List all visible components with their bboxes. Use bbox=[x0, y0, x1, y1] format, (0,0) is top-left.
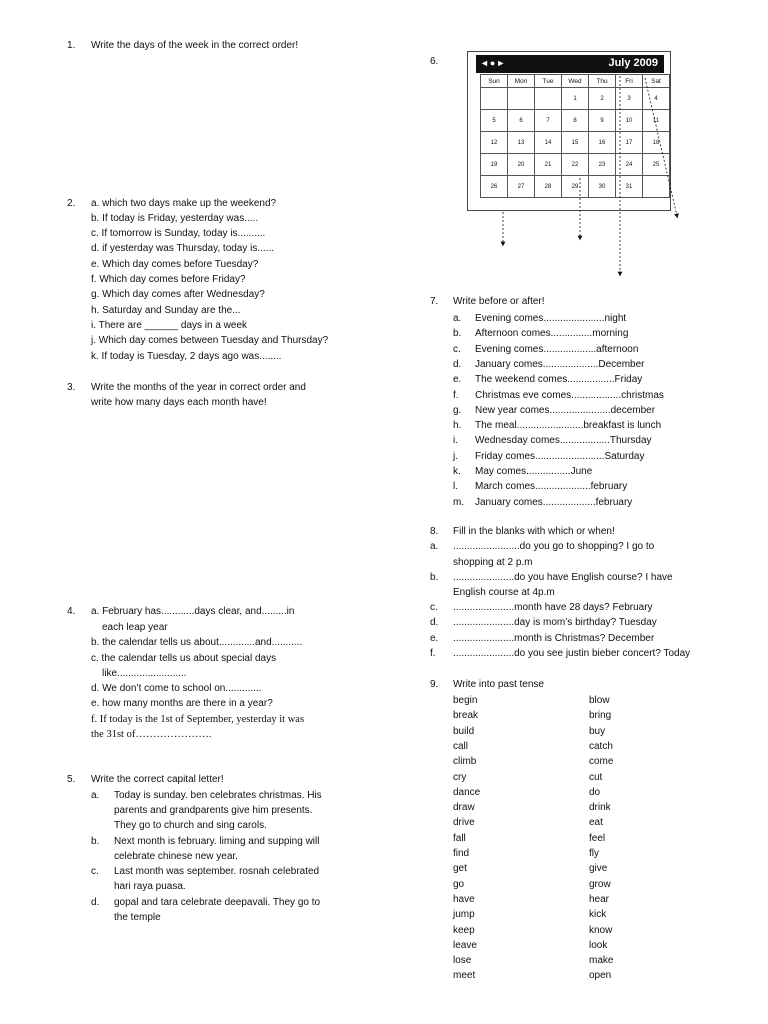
verb-word: draw bbox=[453, 802, 475, 813]
q4-line: e. how many months are there in a year? bbox=[91, 698, 273, 709]
calendar-date-cell: 4 bbox=[643, 88, 670, 110]
q7-item-text: May comes................June bbox=[475, 466, 593, 477]
q7-item-letter: l. bbox=[453, 481, 458, 492]
verb-word: cut bbox=[589, 772, 603, 783]
calendar-date-cell: 11 bbox=[643, 110, 670, 132]
q2-line: c. If tomorrow is Sunday, today is.......... bbox=[91, 228, 266, 239]
q1-number: 1. bbox=[67, 40, 76, 51]
q9-title: Write into past tense bbox=[453, 679, 544, 690]
verb-word: kick bbox=[589, 909, 607, 920]
q7-item-text: Wednesday comes..................Thursday bbox=[475, 435, 652, 446]
verb-word: leave bbox=[453, 940, 477, 951]
calendar-date-cell: 26 bbox=[481, 176, 508, 198]
q4-line: f. If today is the 1st of September, yesterday it was bbox=[91, 714, 305, 725]
q8-item-line: ........................do you go to shopping? I go to bbox=[453, 541, 655, 552]
q2-line: b. If today is Friday, yesterday was..... bbox=[91, 213, 259, 224]
q7-item-text: Afternoon comes...............morning bbox=[475, 328, 629, 339]
calendar-day-header: Sat bbox=[643, 75, 670, 88]
q5-item-line: celebrate chinese new year. bbox=[114, 851, 238, 862]
verb-word: cry bbox=[453, 772, 467, 783]
q7-item-letter: d. bbox=[453, 359, 462, 370]
q3-number: 3. bbox=[67, 382, 76, 393]
q2-line: i. There are ______ days in a week bbox=[91, 320, 248, 331]
q3-line: Write the months of the year in correct order and bbox=[91, 382, 306, 393]
calendar-date-cell: 12 bbox=[481, 132, 508, 154]
calendar-date-cell: 13 bbox=[508, 132, 535, 154]
verb-word: climb bbox=[453, 756, 477, 767]
q7-item-letter: m. bbox=[453, 497, 465, 508]
calendar-date-cell: 3 bbox=[616, 88, 643, 110]
q6-number: 6. bbox=[430, 56, 439, 67]
verb-word: break bbox=[453, 710, 479, 721]
calendar-date-cell: 6 bbox=[508, 110, 535, 132]
verb-word: begin bbox=[453, 695, 478, 706]
q2-line: e. Which day comes before Tuesday? bbox=[91, 259, 259, 270]
q8-item-letter: c. bbox=[430, 602, 438, 613]
calendar-date-cell: 21 bbox=[535, 154, 562, 176]
calendar-day-header: Mon bbox=[508, 75, 535, 88]
q5-item-letter: b. bbox=[91, 836, 100, 847]
verb-word: come bbox=[589, 756, 614, 767]
verb-word: know bbox=[589, 925, 613, 936]
q2-line: d. if yesterday was Thursday, today is...... bbox=[91, 243, 275, 254]
calendar-arrows bbox=[0, 0, 768, 300]
calendar-date-cell: 23 bbox=[589, 154, 616, 176]
q4-line: the 31st of…………………. bbox=[91, 729, 212, 740]
q5-item-line: parents and grandparents give him presents. bbox=[114, 805, 313, 816]
q7-title: Write before or after! bbox=[453, 296, 545, 307]
q7-item-text: Christmas eve comes..................christmas bbox=[475, 390, 664, 401]
q3-line: write how many days each month have! bbox=[91, 397, 267, 408]
verb-word: fall bbox=[453, 833, 466, 844]
q5-number: 5. bbox=[67, 774, 76, 785]
verb-word: jump bbox=[453, 909, 475, 920]
q5-item-letter: c. bbox=[91, 866, 99, 877]
verb-word: drink bbox=[589, 802, 611, 813]
calendar-date-cell: 20 bbox=[508, 154, 535, 176]
q7-item-letter: a. bbox=[453, 313, 462, 324]
q8-title: Fill in the blanks with which or when! bbox=[453, 526, 615, 537]
calendar-date-cell: 8 bbox=[562, 110, 589, 132]
q8-item-line: ......................do you have English course? I have bbox=[453, 572, 673, 583]
verb-word: blow bbox=[589, 695, 610, 706]
q7-item-letter: h. bbox=[453, 420, 462, 431]
q2-line: g. Which day comes after Wednesday? bbox=[91, 289, 265, 300]
q5-item-line: They go to church and sing carols. bbox=[114, 820, 267, 831]
q7-item-letter: b. bbox=[453, 328, 462, 339]
verb-word: open bbox=[589, 970, 612, 981]
verb-word: find bbox=[453, 848, 470, 859]
q4-line: d. We don’t come to school on............. bbox=[91, 683, 262, 694]
q8-item-line: English course at 4p.m bbox=[453, 587, 555, 598]
calendar-date-cell: 1 bbox=[562, 88, 589, 110]
calendar-date-cell: 17 bbox=[616, 132, 643, 154]
q2-number: 2. bbox=[67, 198, 76, 209]
q1-instruction: Write the days of the week in the correct order! bbox=[91, 40, 299, 51]
q5-item-line: gopal and tara celebrate deepavali. They go to bbox=[114, 897, 321, 908]
calendar-date-cell: 9 bbox=[589, 110, 616, 132]
calendar-date-cell: 22 bbox=[562, 154, 589, 176]
q4-line: b. the calendar tells us about.............and........... bbox=[91, 637, 303, 648]
q4-number: 4. bbox=[67, 606, 76, 617]
q8-item-letter: d. bbox=[430, 617, 439, 628]
q4-line: c. the calendar tells us about special days bbox=[91, 653, 277, 664]
calendar-day-header: Sun bbox=[481, 75, 508, 88]
verb-word: bring bbox=[589, 710, 612, 721]
q8-item-line: ......................month is Christmas? December bbox=[453, 633, 655, 644]
q5-item-letter: a. bbox=[91, 790, 100, 801]
q4-line: a. February has............days clear, and.........in bbox=[91, 606, 295, 617]
q5-item-line: Last month was september. rosnah celebrated bbox=[114, 866, 320, 877]
q7-item-text: Evening comes...................afternoon bbox=[475, 344, 639, 355]
calendar-date-cell: 16 bbox=[589, 132, 616, 154]
q8-item-letter: f. bbox=[430, 648, 436, 659]
calendar-date-cell: 2 bbox=[589, 88, 616, 110]
verb-word: get bbox=[453, 863, 467, 874]
q7-item-text: Friday comes.........................Saturday bbox=[475, 451, 645, 462]
arrow-line bbox=[645, 78, 677, 216]
calendar-date-cell: 30 bbox=[589, 176, 616, 198]
verb-word: drive bbox=[453, 817, 475, 828]
q7-item-letter: e. bbox=[453, 374, 462, 385]
q7-item-letter: k. bbox=[453, 466, 461, 477]
q7-item-text: January comes...................february bbox=[475, 497, 633, 508]
q7-item-letter: i. bbox=[453, 435, 458, 446]
q2-line: f. Which day comes before Friday? bbox=[91, 274, 246, 285]
calendar-date-cell: 15 bbox=[562, 132, 589, 154]
q5-item-line: Next month is february. liming and supping will bbox=[114, 836, 320, 847]
q5-item-line: hari raya puasa. bbox=[114, 881, 186, 892]
calendar-date-cell: 31 bbox=[616, 176, 643, 198]
verb-word: give bbox=[589, 863, 608, 874]
calendar-date-cell: 25 bbox=[643, 154, 670, 176]
verb-word: build bbox=[453, 726, 475, 737]
calendar-date-cell: 18 bbox=[643, 132, 670, 154]
verb-word: call bbox=[453, 741, 469, 752]
q4-line: like......................... bbox=[102, 668, 187, 679]
q7-item-text: New year comes......................december bbox=[475, 405, 656, 416]
calendar-title: July 2009 bbox=[608, 57, 658, 69]
q7-item-letter: g. bbox=[453, 405, 462, 416]
q5-item-line: Today is sunday. ben celebrates christmas. His bbox=[114, 790, 322, 801]
q8-item-letter: a. bbox=[430, 541, 439, 552]
q8-item-letter: b. bbox=[430, 572, 439, 583]
verb-word: buy bbox=[589, 726, 606, 737]
calendar-day-header: Fri bbox=[616, 75, 643, 88]
q8-item-line: ......................month have 28 days? February bbox=[453, 602, 653, 613]
calendar-date-cell: 7 bbox=[535, 110, 562, 132]
q5-title: Write the correct capital letter! bbox=[91, 774, 224, 785]
calendar-date-cell: 28 bbox=[535, 176, 562, 198]
q2-line: h. Saturday and Sunday are the... bbox=[91, 305, 241, 316]
q7-number: 7. bbox=[430, 296, 439, 307]
q7-item-text: The weekend comes.................Friday bbox=[475, 374, 643, 385]
q7-item-text: The meal........................breakfast is lunch bbox=[475, 420, 662, 431]
q7-item-letter: j. bbox=[453, 451, 458, 462]
verb-word: hear bbox=[589, 894, 610, 905]
verb-word: look bbox=[589, 940, 608, 951]
q7-item-text: Evening comes......................night bbox=[475, 313, 627, 324]
calendar-date-cell: 27 bbox=[508, 176, 535, 198]
verb-word: grow bbox=[589, 879, 611, 890]
calendar-day-header: Wed bbox=[562, 75, 589, 88]
q2-line: j. Which day comes between Tuesday and Thursday? bbox=[91, 335, 329, 346]
q4-line: each leap year bbox=[102, 622, 168, 633]
verb-word: lose bbox=[453, 955, 472, 966]
verb-word: do bbox=[589, 787, 601, 798]
q7-item-letter: c. bbox=[453, 344, 461, 355]
verb-word: fly bbox=[589, 848, 599, 859]
calendar-date-cell: 5 bbox=[481, 110, 508, 132]
calendar-day-header: Tue bbox=[535, 75, 562, 88]
q2-line: a. which two days make up the weekend? bbox=[91, 198, 277, 209]
q7-item-text: March comes....................february bbox=[475, 481, 628, 492]
verb-word: meet bbox=[453, 970, 476, 981]
calendar-nav-icon: ◄●► bbox=[480, 58, 507, 68]
q8-item-letter: e. bbox=[430, 633, 439, 644]
verb-word: dance bbox=[453, 787, 481, 798]
q8-item-line: ......................do you see justin bieber concert? Today bbox=[453, 648, 691, 659]
q8-item-line: shopping at 2 p.m bbox=[453, 557, 533, 568]
calendar-date-cell: 14 bbox=[535, 132, 562, 154]
calendar-date-cell: 10 bbox=[616, 110, 643, 132]
calendar-day-header: Thu bbox=[589, 75, 616, 88]
q8-number: 8. bbox=[430, 526, 439, 537]
calendar-date-cell: 29 bbox=[562, 176, 589, 198]
q7-item-letter: f. bbox=[453, 390, 459, 401]
q9-number: 9. bbox=[430, 679, 439, 690]
calendar-date-cell: 19 bbox=[481, 154, 508, 176]
verb-word: feel bbox=[589, 833, 606, 844]
verb-word: make bbox=[589, 955, 614, 966]
q5-item-line: the temple bbox=[114, 912, 161, 923]
verb-word: keep bbox=[453, 925, 475, 936]
verb-word: go bbox=[453, 879, 465, 890]
verb-word: have bbox=[453, 894, 475, 905]
verb-word: catch bbox=[589, 741, 613, 752]
q2-line: k. If today is Tuesday, 2 days ago was........ bbox=[91, 351, 282, 362]
calendar-date-cell: 24 bbox=[616, 154, 643, 176]
verb-word: eat bbox=[589, 817, 603, 828]
q5-item-letter: d. bbox=[91, 897, 100, 908]
q8-item-line: ......................day is mom’s birthday? Tuesday bbox=[453, 617, 657, 628]
q7-item-text: January comes....................December bbox=[475, 359, 645, 370]
